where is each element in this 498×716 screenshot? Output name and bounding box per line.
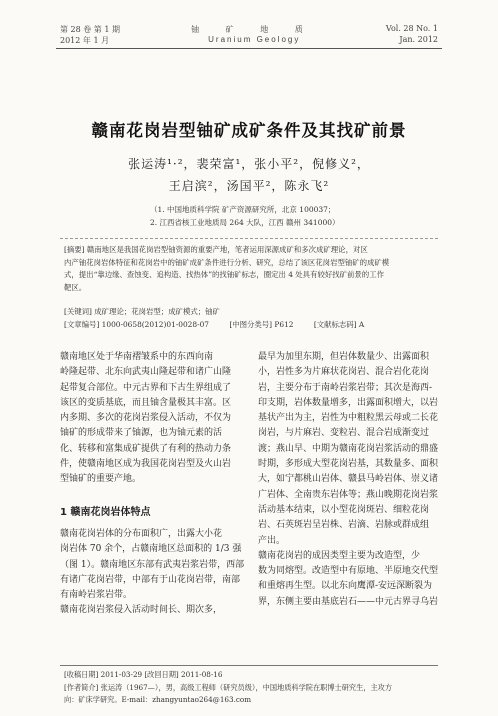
author-bio: [作者简介] 张运涛（1967—），男，高级工程师（研究员级），中国地质科学院在职博士研究生，主攻方 [64, 682, 393, 692]
abstract-line: [摘要] 赣南地区是我国花岗岩型铀资源的重要产地，笔者运用深源成矿和多次成矿理论，对区 [64, 245, 368, 254]
body-line: 界，东侧主要由基底岩石——中元古界寻乌岩 [258, 596, 439, 607]
body-line: 和重熔再生型。以北东向鹰潭-安远深断裂为 [258, 581, 433, 592]
body-line: 岩、石英斑岩呈岩株、岩滴、岩脉或群成组 [258, 520, 430, 531]
body-line: 该区的变质基底，而且铀含量极其丰富。区 [60, 397, 232, 408]
keywords-block [64, 306, 436, 332]
author-contact: 向：矿床学研究。E-mail：zhangyuntao264@163.com [64, 695, 252, 704]
body-line: 印支期，岩体数量增多，出露面积增大，以岩 [258, 397, 439, 408]
body-line: 有南岭岩浆岩带。 [60, 590, 133, 601]
body-line: 时期，多形成大型花岗岩基，其数量多、面积 [258, 459, 439, 470]
received-dates: [收稿日期] 2011-03-29 [改回日期] 2011-08-16 [64, 670, 223, 679]
body-line: 岗岩，与片麻岩、变粒岩、混合岩成渐变过 [258, 428, 430, 439]
body-line: 活动基本结束，以小型花岗斑岩、细粒花岗 [258, 504, 430, 515]
body-line: 内多期、多次的花岗岩浆侵入活动，不仅为 [60, 413, 232, 424]
body-line: 化、转移和富集成矿提供了有利的热动力条 [60, 443, 232, 454]
volume-issue: 第 28 卷 第 1 期 [60, 25, 120, 34]
footnote-divider [60, 665, 438, 666]
body-line: 赣南地区处于华南褶皱系中的东西向南 [60, 352, 214, 362]
journal-name-cn: 铀 矿 地 质 [191, 25, 315, 34]
body-line: 铀矿的形成带来了铀源，也为铀元素的活 [60, 428, 223, 439]
clc-number: [中图分类号] P612 [229, 320, 294, 329]
classification-line [64, 319, 436, 332]
body-line: 赣南花岗岩的成因类型主要为改造型，少 [258, 550, 421, 561]
body-line: 广岩体、全南贵东岩体等；燕山晚期花岗岩浆 [258, 489, 439, 500]
journal-header [60, 24, 438, 46]
abstract [64, 244, 436, 294]
body-line: 有诸广花岗岩带，中部有于山花岗岩带，南部 [60, 574, 241, 585]
abstract-line: 靶区。 [64, 282, 87, 292]
affiliation-1: （1. 中国地质科学院 矿产资源研究所，北京 100037； [150, 205, 336, 214]
body-line: 数为同熔型。改造型中有原地、半原地交代型 [258, 566, 439, 577]
body-line: 最早为加里东期，但岩体数量少、出露面积 [258, 352, 430, 362]
body-line: 起带复合部位。中元古界和下古生界组成了 [60, 382, 232, 393]
right-column [258, 350, 446, 610]
document-code: [文献标志码] A [313, 320, 365, 329]
left-column-section-1 [60, 527, 248, 619]
issue-date: 2012 年 1 月 [60, 36, 110, 45]
footnote [64, 669, 440, 707]
keywords: [关键词] 成矿理论；花岗岩型；成矿模式；铀矿 [64, 307, 220, 316]
abstract-line: 内产铀花岗岩体特征和花岗岩中的铀矿成矿条件进行分析、研究，总结了该区花岗岩型铀矿的成矿模 [64, 257, 390, 267]
body-line: 型铀矿的重要产地。 [60, 474, 142, 485]
volume-issue-en: Vol. 28 No. 1 [385, 24, 438, 33]
journal-name-en: Uranium Geology [208, 35, 301, 44]
body-line: 件，使赣南地区成为我国花岗岩型及火山岩 [60, 459, 232, 470]
paper-title: 赣南花岗岩型铀矿成矿条件及其找矿前景 [91, 121, 407, 140]
abstract-line: 式，提出“靠边缘、查蚀变、追构造、找热体”的找铀矿标志，圈定出 4 处具有较好找矿前景的工作 [64, 270, 384, 279]
abstract-divider [60, 238, 438, 239]
body-line: 小，岩性多为片麻状花岗岩、混合岩化花岗 [258, 367, 430, 378]
body-line: 岩，主要分布于南岭岩浆岩带；其次是海西- [258, 382, 433, 393]
body-line: 产出。 [258, 535, 286, 546]
body-line: 赣南花岗岩体的分布面积广，出露大小花 [60, 529, 223, 539]
issue-date-en: Jan. 2012 [399, 35, 438, 44]
body-line: 渡；燕山早、中期为赣南花岗岩浆活动的鼎盛 [258, 443, 439, 454]
section-heading: 1 赣南花岗岩体特点 [60, 507, 151, 518]
article-number: [文章编号] 1000-0658(2012)01-0028-07 [64, 320, 209, 329]
body-line: 基状产出为主，岩性为中粗粒黑云母或二长花 [258, 413, 439, 424]
body-line: 岭隆起带、北东向武夷山隆起带和诸广山隆 [60, 367, 232, 378]
left-column [60, 350, 248, 488]
body-line: （图 1）。赣南地区东部有武夷岩浆岩带，西部 [60, 559, 245, 570]
header-divider [56, 48, 442, 49]
authors-line-1: 张运涛¹·²，裴荣富¹，张小平²，倪修义²， [128, 157, 370, 171]
authors-line-2: 王启滨²，汤国平²，陈永飞² [168, 179, 330, 193]
body-line: 大，如宁都桃山岩体、赣县马岭岩体、崇义诸 [258, 474, 439, 485]
affiliation-2: 2. 江西省核工业地质局 264 大队，江西 赣州 341000） [150, 218, 340, 227]
body-line: 岗岩体 70 余个，占赣南地区总面积的 1/3 强 [60, 544, 242, 555]
body-line: 赣南花岗岩浆侵入活动时间长、期次多， [60, 605, 223, 616]
